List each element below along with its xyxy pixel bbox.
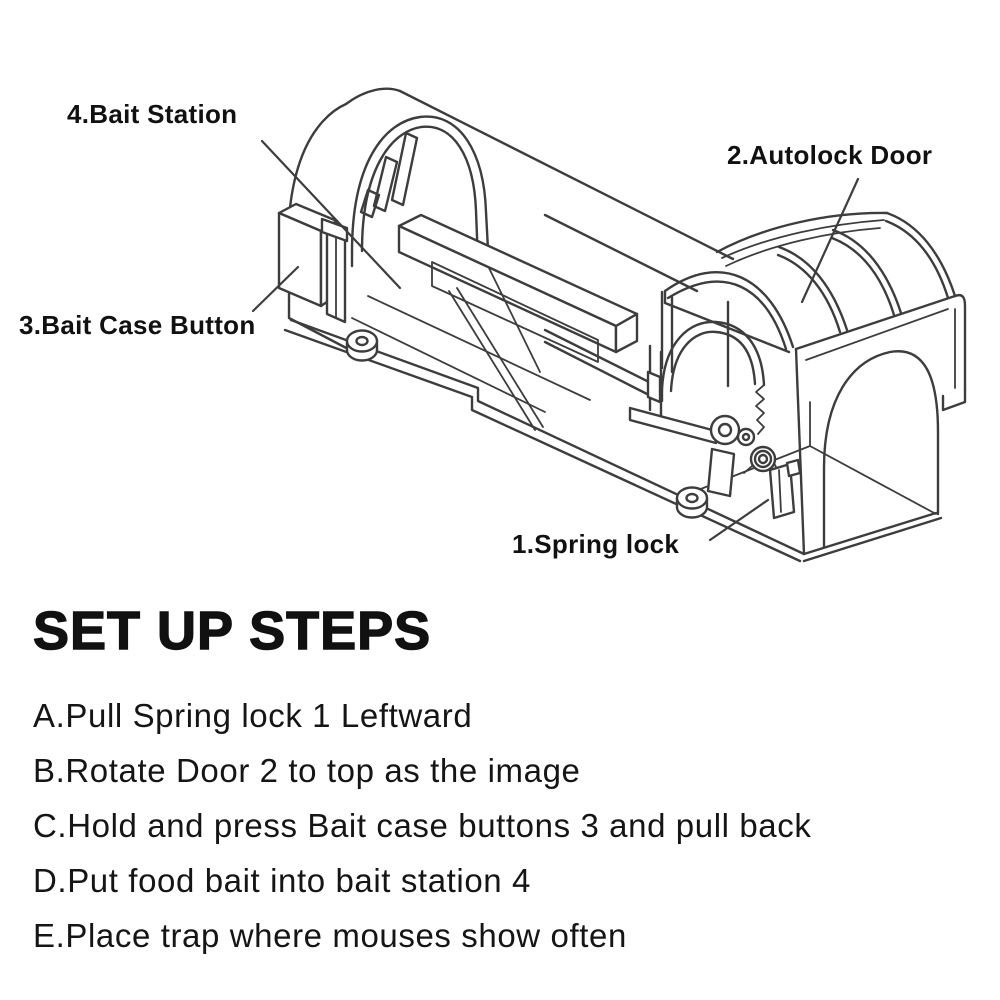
label-bait-case-button: 3.Bait Case Button — [19, 310, 256, 340]
setup-step-e: E.Place trap where mouses show often — [33, 917, 627, 954]
setup-step-a: A.Pull Spring lock 1 Leftward — [33, 697, 473, 734]
trap-tunnel-module — [288, 89, 733, 430]
setup-steps-heading: SET UP STEPS — [33, 601, 432, 661]
label-bait-station: 4.Bait Station — [67, 99, 238, 129]
setup-step-d: D.Put food bait into bait station 4 — [33, 862, 531, 899]
trigger-paddle — [708, 449, 734, 496]
setup-step-b: B.Rotate Door 2 to top as the image — [33, 752, 581, 789]
leader-lines — [253, 141, 858, 540]
trap-spring-lock-assembly — [630, 372, 800, 518]
setup-step-c: C.Hold and press Bait case buttons 3 and pull back — [33, 807, 812, 844]
setup-steps-list — [33, 688, 811, 963]
leader-autolock-door — [802, 179, 858, 302]
label-autolock-door: 2.Autolock Door — [727, 140, 933, 170]
label-spring-lock: 1.Spring lock — [512, 529, 680, 559]
trap-inner-arch — [662, 322, 764, 434]
